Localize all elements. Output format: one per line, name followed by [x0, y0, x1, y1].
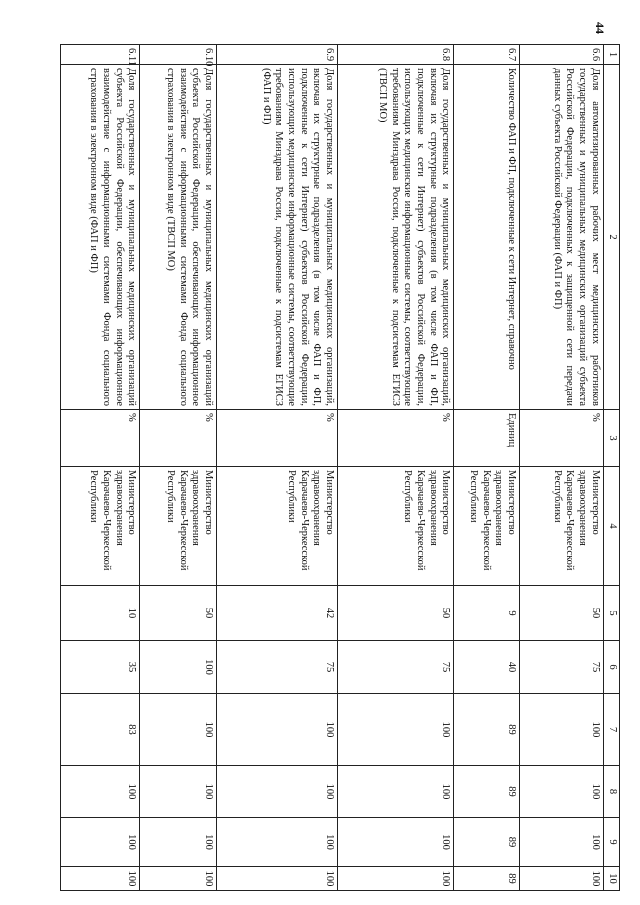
header-cell: 6	[603, 641, 619, 694]
value-cell: 75	[216, 641, 337, 694]
value-cell: 89	[454, 694, 520, 766]
value-cell: 100	[140, 694, 217, 766]
unit-cell: Единиц	[454, 410, 520, 467]
value-cell: 50	[520, 586, 603, 641]
indicators-table-rotated	[60, 44, 620, 890]
page-number: 44	[593, 22, 607, 34]
value-cell: 100	[61, 766, 140, 818]
table-row	[337, 45, 453, 891]
responsible-cell: Министерство здравоохранения Карачаево-Черкесской Республики	[454, 467, 520, 586]
value-cell: 100	[140, 818, 217, 867]
value-cell: 35	[61, 641, 140, 694]
row-number: 6.8	[337, 45, 453, 65]
value-cell: 83	[61, 694, 140, 766]
value-cell: 50	[337, 586, 453, 641]
indicators-table	[60, 44, 620, 891]
responsible-cell: Министерство здравоохранения Карачаево-Черкесской Республики	[61, 467, 140, 586]
responsible-cell: Министерство здравоохранения Карачаево-Черкесской Республики	[337, 467, 453, 586]
header-cell: 2	[603, 65, 619, 410]
table-row	[454, 45, 520, 891]
unit-cell: %	[337, 410, 453, 467]
header-cell: 4	[603, 467, 619, 586]
value-cell: 100	[140, 867, 217, 891]
value-cell: 100	[216, 818, 337, 867]
value-cell: 75	[337, 641, 453, 694]
value-cell: 50	[140, 586, 217, 641]
unit-cell: %	[61, 410, 140, 467]
row-number: 6.9	[216, 45, 337, 65]
indicator-text: Количество ФАП и ФП, подключенные к сети Интернет, справочно	[454, 65, 520, 410]
header-cell: 8	[603, 766, 619, 818]
value-cell: 89	[454, 818, 520, 867]
responsible-cell: Министерство здравоохранения Карачаево-Черкесской Республики	[216, 467, 337, 586]
unit-cell: %	[140, 410, 217, 467]
header-cell: 10	[603, 867, 619, 891]
value-cell: 42	[216, 586, 337, 641]
value-cell: 100	[337, 818, 453, 867]
value-cell: 100	[520, 867, 603, 891]
header-cell: 5	[603, 586, 619, 641]
value-cell: 100	[61, 867, 140, 891]
responsible-cell: Министерство здравоохранения Карачаево-Черкесской Республики	[520, 467, 603, 586]
indicator-text: Доля государственных и муниципальных медицинских организаций субъекта Российской Федерации, обеспечивающих информационное взаимодействие с информационными системами Фонда социального страхования в электронном виде (ТВСП МО)	[140, 65, 217, 410]
value-cell: 100	[216, 867, 337, 891]
unit-cell: %	[520, 410, 603, 467]
value-cell: 100	[61, 818, 140, 867]
value-cell: 100	[140, 766, 217, 818]
row-number: 6.6	[520, 45, 603, 65]
value-cell: 100	[337, 694, 453, 766]
value-cell: 100	[140, 641, 217, 694]
row-number: 6.11	[61, 45, 140, 65]
value-cell: 100	[520, 766, 603, 818]
row-number: 6.7	[454, 45, 520, 65]
indicator-text: Доля государственных и муниципальных медицинских организаций субъекта Российской Федерации, обеспечивающих информационное взаимодействие с информационными системами Фонда социального страхования в электронном виде (ФАП и ФП)	[61, 65, 140, 410]
value-cell: 100	[520, 694, 603, 766]
table-row	[520, 45, 603, 891]
table-row	[216, 45, 337, 891]
indicator-text: Доля государственных и муниципальных медицинских организаций, включая их структурные подразделения (в том числе ФАП и ФП, подключенные к сети Интернет) субъектов Российской Федерации, использующих медицинские информационные системы, соответствующие требованиям Минздрава России, подключенные к подсистемам ЕГИСЗ (ФАП и ФП)	[216, 65, 337, 410]
value-cell: 89	[454, 766, 520, 818]
value-cell: 40	[454, 641, 520, 694]
table-row	[61, 45, 140, 891]
value-cell: 100	[337, 766, 453, 818]
header-cell: 9	[603, 818, 619, 867]
header-row	[603, 45, 619, 891]
value-cell: 100	[216, 766, 337, 818]
value-cell: 10	[61, 586, 140, 641]
value-cell: 75	[520, 641, 603, 694]
row-number: 6.10	[140, 45, 217, 65]
indicator-text: Доля автоматизированных рабочих мест медицинских работников государственных и муниципальных медицинских организаций субъекта Российской Федерации, подключенных к защищенной сети передачи данных субъекта Российской Федерации (ФАП и ФП)	[520, 65, 603, 410]
value-cell: 100	[520, 818, 603, 867]
responsible-cell: Министерство здравоохранения Карачаево-Черкесской Республики	[140, 467, 217, 586]
value-cell: 9	[454, 586, 520, 641]
table-row	[140, 45, 217, 891]
value-cell: 89	[454, 867, 520, 891]
value-cell: 100	[216, 694, 337, 766]
unit-cell: %	[216, 410, 337, 467]
header-cell: 3	[603, 410, 619, 467]
header-cell: 1	[603, 45, 619, 65]
indicator-text: Доля государственных и муниципальных медицинских организаций, включая их структурные подразделения (в том числе ФАП и ФП, подключенные к сети Интернет) субъектов Российской Федерации, использующих медицинские информационные системы, соответствующие требованиям Минздрава России, подключенные к подсистемам ЕГИСЗ (ТВСП МО)	[337, 65, 453, 410]
value-cell: 100	[337, 867, 453, 891]
header-cell: 7	[603, 694, 619, 766]
